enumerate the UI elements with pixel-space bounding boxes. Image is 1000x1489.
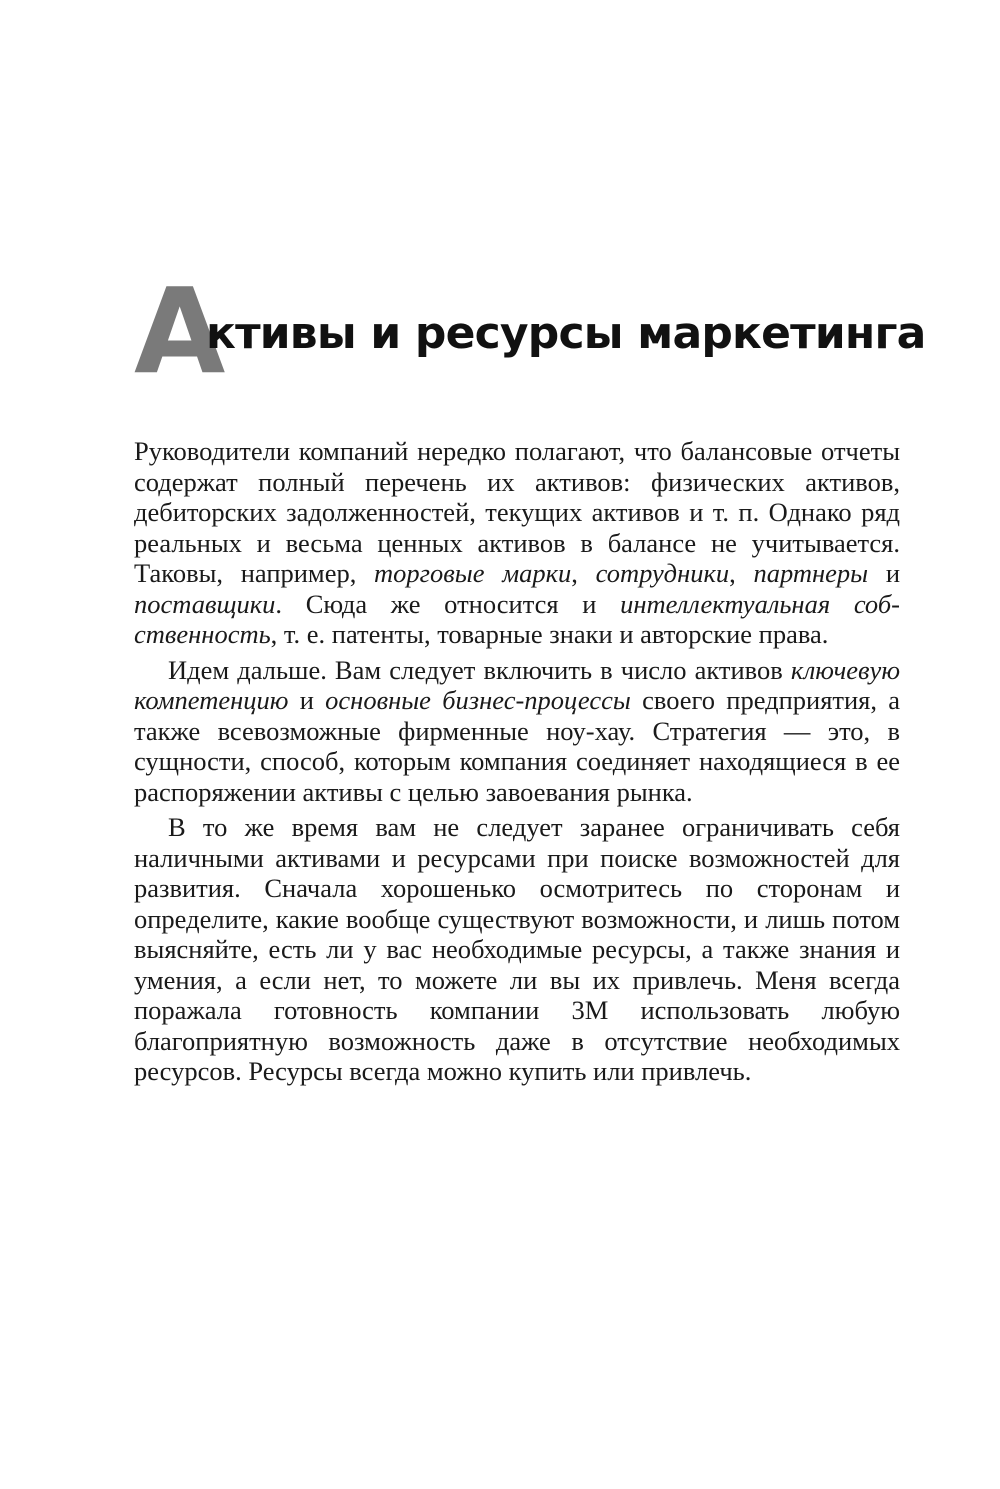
- emphasized-term: сотрудники: [595, 558, 730, 588]
- text-run: Руководители компаний нередко полагают, что балансовые отчеты содержат полный перечень их активов: физических активов, дебиторских задолженностей, текущих активов и т. п. Однако ряд реальных и весьма ценных активов в балансе не учитывается. Таковы, например,: [134, 436, 900, 588]
- emphasized-term: ключевую компетенцию: [134, 654, 900, 715]
- text-run: своего предприятия, а также всевозможные фирменные ноу-хау. Стратегия — это, в сущности, способ, которым компания соединяет находящиеся в ее распоряжении активы с целью завоевания рынка.: [134, 685, 901, 807]
- text-run: ,: [729, 558, 754, 588]
- emphasized-term: партнеры: [753, 558, 869, 588]
- paragraph: [134, 655, 900, 808]
- paragraph: [134, 812, 900, 1087]
- text-run: , т. е. патенты, товарные знаки и авторские права.: [270, 619, 829, 649]
- text-run: В то же время вам не следует заранее ограничивать себя наличными активами и ресурсами при поиске возможностей для развития. Сначала хорошенько осмотритесь по сторонам и определите, какие вообще существуют возможности, и лишь потом выясняйте, есть ли у вас необходимые ресурсы, а также знания и умения, а если нет, то можете ли вы их привлечь. Меня всегда поражала готовность компании 3М использовать любую благоприятную возможность даже в отсутствие необходимых ресурсов. Ресурсы всегда можно купить или привлечь.: [134, 812, 900, 1086]
- emphasized-term: поставщики: [134, 588, 276, 619]
- text-run: ,: [571, 558, 596, 588]
- emphasized-term: интеллектуальная собственность: [134, 588, 900, 649]
- drop-cap-letter: А: [134, 262, 224, 400]
- emphasized-term: основные бизнес-процессы: [325, 685, 631, 715]
- body-text: [134, 436, 900, 1087]
- chapter-title: ктивы и ресурсы маркетинга: [206, 308, 926, 359]
- chapter-heading: [134, 262, 926, 400]
- text-run: Идем дальше. Вам следует включить в число активов: [168, 654, 791, 685]
- text-run: и: [288, 685, 326, 715]
- text-run: . Сюда же относится и: [275, 588, 621, 619]
- text-run: и: [868, 558, 901, 588]
- emphasized-term: торговые марки: [374, 558, 572, 588]
- paragraph: [134, 436, 900, 650]
